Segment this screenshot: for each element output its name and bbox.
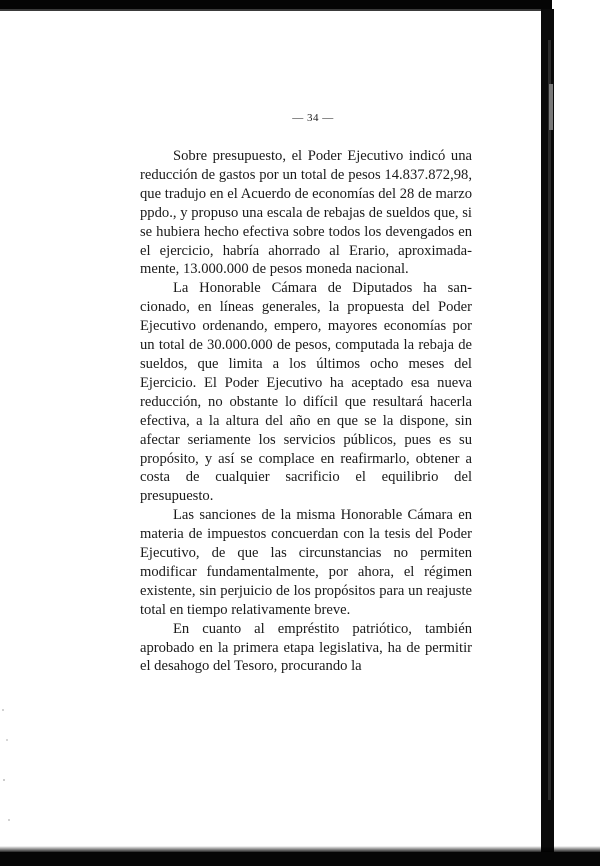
body-text — [140, 147, 472, 676]
page-number: — 34 — — [292, 112, 334, 124]
paragraph-camara-diputados: La Honorable Cámara de Diputados ha sancionado, en líneas generales, la propuesta del Poder Ejecutivo ordenando, empero, mayores economías por un total de 30.000.000 de pesos, computada la rebaja de sueldos, que limita a los últimos ocho meses del Ejercicio. El Poder Ejecutivo ha aceptado esa nueva reducción, no obstante lo difícil que resultará hacerla efectiva, a la altura del año en que se la dispone, sin afectar seriamente los servicios públicos, pues es su propósito, y así se complace en reafirmarlo, obtener a costa de cualquier sacrificio el equilibrio del presupuesto. — [140, 280, 472, 505]
top-scan-border-shadow — [0, 9, 560, 11]
right-scan-border-inner — [548, 40, 551, 800]
top-scan-border — [0, 0, 600, 9]
bottom-scan-border — [0, 852, 600, 866]
paragraph-presupuesto: Sobre presupuesto, el Poder Ejecutivo indicó una reducción de gastos por un total de pesos 14.837.872,98, que tradujo en el Acuerdo de economías del 28 de marzo ppdo., y propuso una escala de rebajas de sueldos que, si se hubiera hecho efectiva sobre todos los devengados en el ejercicio, habría ahorrado al Erario, aproximadamente, 13.000.000 de pesos moneda nacional. — [140, 148, 472, 278]
right-page-margin — [552, 0, 600, 866]
paragraph-emprestito: En cuanto al empréstito patriótico, también aprobado en la primera etapa legislativa, ha de permitir el desahogo del Tesoro, procurando la — [140, 620, 472, 675]
left-margin-speckle — [0, 700, 16, 850]
paragraph-sanciones-impuestos: Las sanciones de la misma Honorable Cámara en materia de impuestos concuerdan con la tesis del Poder Ejecutivo, de que las circunstancias no permiten modificar fundamentalmente, por ahora, el régimen existente, sin perjuicio de los propósitos para un reajuste total en tiempo relativamente breve. — [140, 507, 472, 618]
